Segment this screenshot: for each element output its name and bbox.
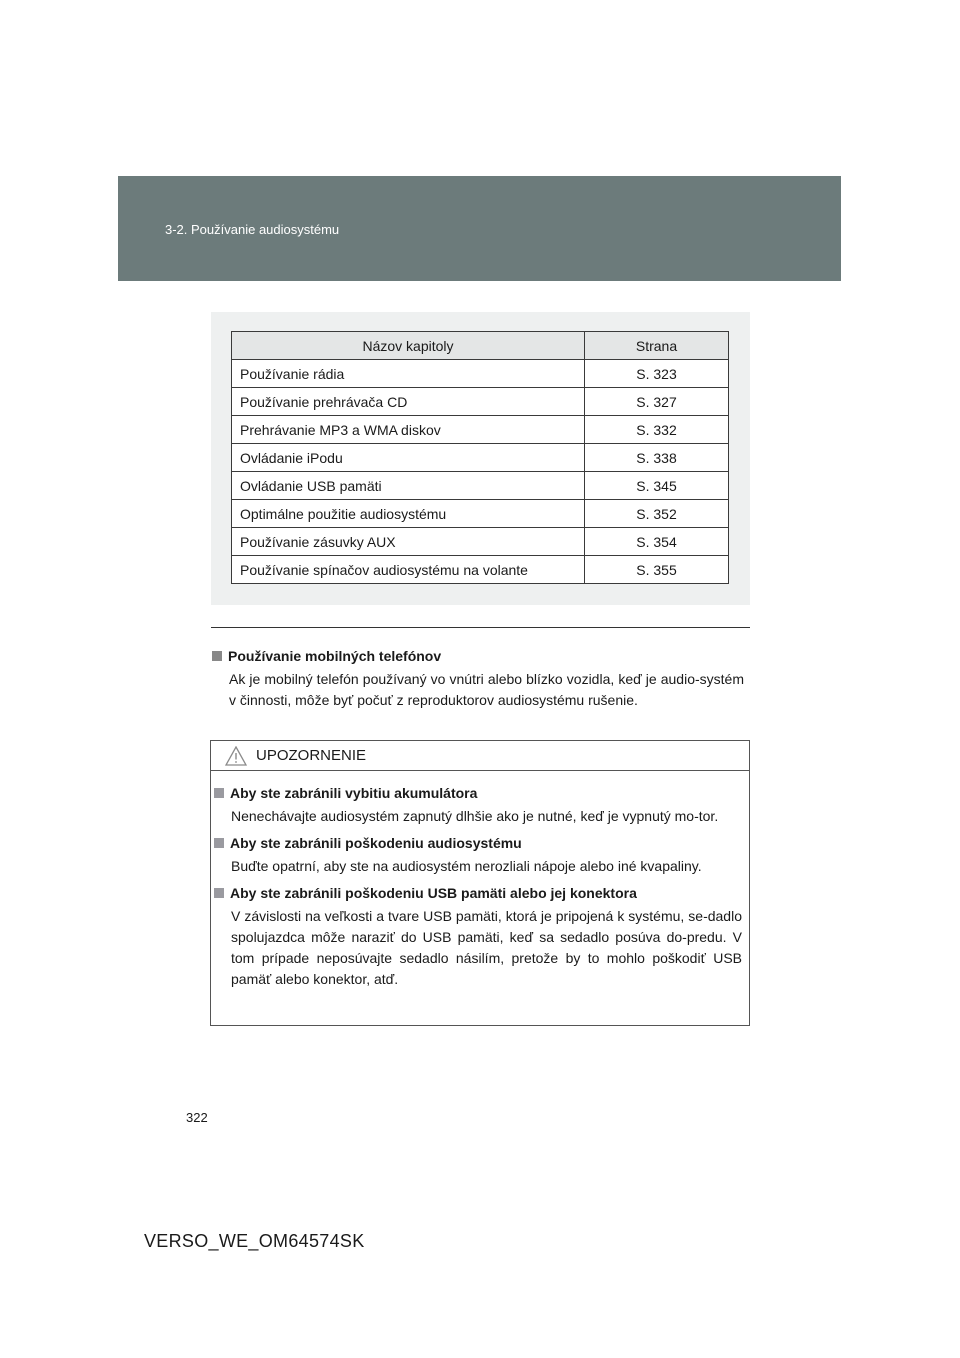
page-cell: S. 345 [585, 472, 729, 500]
square-bullet-icon [214, 838, 224, 848]
page-cell: S. 352 [585, 500, 729, 528]
page-number: 322 [186, 1110, 208, 1125]
note-heading [212, 646, 744, 667]
section-title: 3-2. Používanie audiosystému [165, 222, 340, 237]
table-row [232, 416, 729, 444]
caution-header [211, 741, 749, 771]
caution-item-text: Nenechávajte audiosystém zapnutý dlhšie ako je nutné, keď je vypnutý mo-tor. [231, 808, 719, 824]
caution-label: UPOZORNENIE [256, 747, 367, 764]
column-header-page: Strana [585, 332, 729, 360]
caution-box [210, 740, 750, 1026]
page-cell: S. 332 [585, 416, 729, 444]
chapter-cell: Optimálne použitie audiosystému [232, 500, 585, 528]
table-row [232, 528, 729, 556]
chapter-cell: Používanie rádia [232, 360, 585, 388]
square-bullet-icon [214, 788, 224, 798]
section-header [118, 176, 841, 281]
note-title: Používanie mobilných telefónov [228, 648, 442, 664]
chapter-cell: Používanie zásuvky AUX [232, 528, 585, 556]
table-row [232, 472, 729, 500]
section-divider [211, 627, 750, 628]
page-cell: S. 338 [585, 444, 729, 472]
page-cell: S. 355 [585, 556, 729, 584]
page-cell: S. 323 [585, 360, 729, 388]
caution-item-heading [214, 783, 742, 804]
table-row [232, 360, 729, 388]
caution-item-heading [214, 883, 742, 904]
square-bullet-icon [212, 651, 222, 661]
chapter-table [231, 331, 729, 584]
caution-item-title: Aby ste zabránili poškodeniu audiosystému [230, 835, 522, 851]
mobile-phone-note [212, 646, 744, 711]
chapter-cell: Používanie prehrávača CD [232, 388, 585, 416]
caution-body [214, 783, 742, 990]
note-text: Ak je mobilný telefón používaný vo vnútri alebo blízko vozidla, keď je audio-systém v činnosti, môže byť počuť z reproduktorov audiosystému rušenie. [229, 671, 744, 708]
table-header-row [232, 332, 729, 360]
table-row [232, 500, 729, 528]
chapter-cell: Používanie spínačov audiosystému na volante [232, 556, 585, 584]
table-row [232, 388, 729, 416]
chapter-cell: Ovládanie USB pamäti [232, 472, 585, 500]
caution-item-heading [214, 833, 742, 854]
caution-item-text: V závislosti na veľkosti a tvare USB pamäti, ktorá je pripojená k systému, se-dadlo spolujazdca môže naraziť do USB pamäti, keď sa sedadlo posúva do-predu. V tom prípade neposúvajte sedadlo násilím, pretože by to mohlo poškodiť USB pamäť alebo konektor, atď. [231, 908, 742, 987]
chapter-cell: Ovládanie iPodu [232, 444, 585, 472]
document-id: VERSO_WE_OM64574SK [144, 1231, 365, 1251]
chapter-cell: Prehrávanie MP3 a WMA diskov [232, 416, 585, 444]
caution-item-title: Aby ste zabránili vybitiu akumulátora [230, 785, 478, 801]
caution-item-title: Aby ste zabránili poškodeniu USB pamäti alebo jej konektora [230, 885, 637, 901]
column-header-chapter: Názov kapitoly [232, 332, 585, 360]
caution-item-text: Buďte opatrní, aby ste na audiosystém nerozliali nápoje alebo iné kvapaliny. [231, 858, 702, 874]
table-row [232, 444, 729, 472]
square-bullet-icon [214, 888, 224, 898]
chapter-table-panel [211, 312, 750, 605]
warning-triangle-icon [225, 746, 247, 766]
table-row [232, 556, 729, 584]
page-cell: S. 327 [585, 388, 729, 416]
page-cell: S. 354 [585, 528, 729, 556]
